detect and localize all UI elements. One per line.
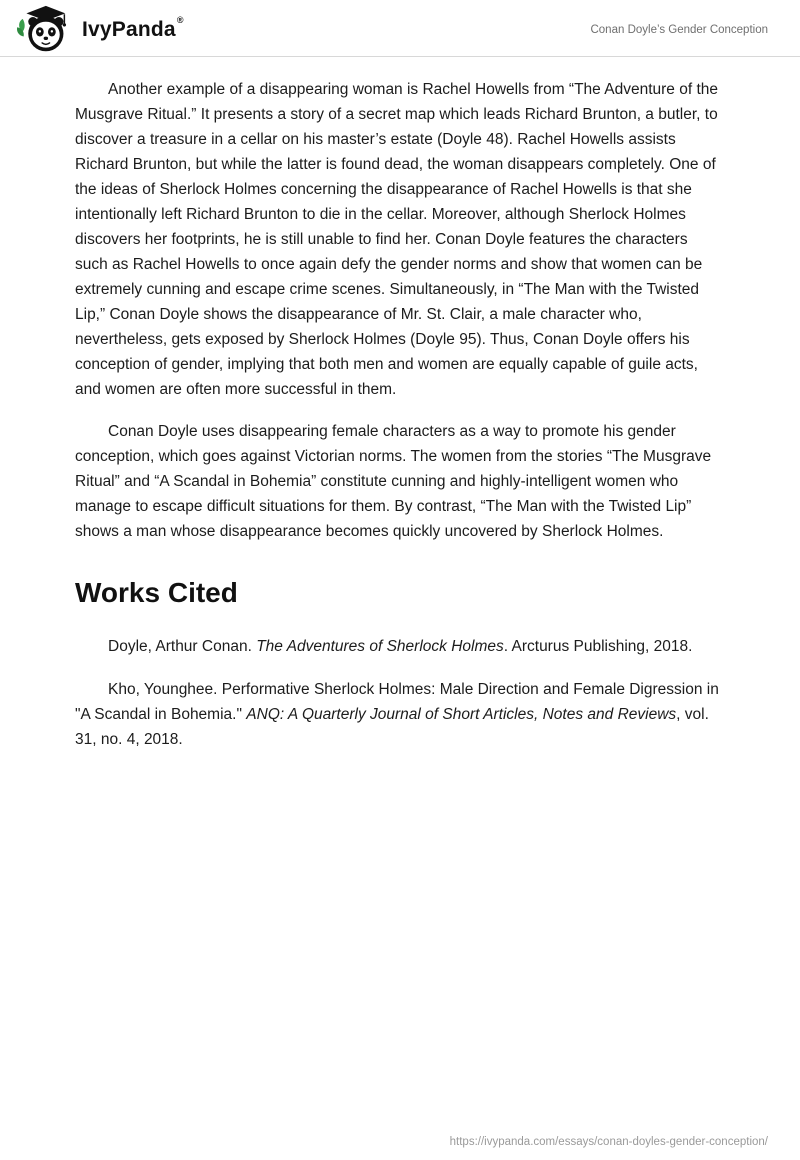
page-header — [0, 0, 800, 52]
citation-title-italic: The Adventures of Sherlock Holmes — [256, 638, 504, 655]
registered-mark: ® — [176, 14, 184, 25]
document-title: Conan Doyle’s Gender Conception — [590, 24, 768, 36]
works-cited-heading: Works Cited — [75, 577, 238, 608]
citation-entry — [75, 634, 724, 659]
citation-text: , vol. 31, no. 4, 2018. — [75, 706, 709, 748]
citation-entry — [75, 677, 724, 752]
essay-paragraph: Conan Doyle uses disappearing female characters as a way to promote his gender conception, which goes against Victorian norms. The women from the stories “The Musgrave Ritual” and “A Scandal in Bohemia” constitute cunning and highly-intelligent women who manage to escape difficult situations for them. By contrast, “The Man with the Twisted Lip” shows a man whose disappearance becomes quickly uncovered by Sherlock Holmes. — [75, 423, 712, 540]
citation-text: . Arcturus Publishing, 2018. — [503, 638, 693, 655]
source-url: https://ivypanda.com/essays/conan-doyles-gender-conception/ — [449, 1136, 768, 1148]
citation-title-italic: ANQ: A Quarterly Journal of Short Articles, Notes and Reviews — [246, 706, 677, 723]
essay-paragraph: Another example of a disappearing woman is Rachel Howells from “The Adventure of the Musgrave Ritual.” It presents a story of a secret map which leads Richard Brunton, a butler, to discover a treasure in a cellar on his master’s estate (Doyle 48). Rachel Howells assists Richard Brunton, but while the latter is found dead, the woman disappears completely. One of the ideas of Sherlock Holmes concerning the disappearance of Rachel Howells is that she intentionally left Richard Brunton to die in the cellar. Moreover, although Sherlock Holmes discovers her footprints, he is still unable to find her. Conan Doyle features the characters such as Rachel Howells to once again defy the gender norms and show that women can be extremely cunning and escape crime scenes. Simultaneously, in “The Man with the Twisted Lip,” Conan Doyle shows the disappearance of Mr. St. Clair, a male character who, nevertheless, gets exposed by Sherlock Holmes (Doyle 95). Thus, Conan Doyle offers his conception of gender, implying that both men and women are equally capable of guile acts, and women are often more successful in them. — [75, 81, 718, 398]
citation-text: Doyle, Arthur Conan. — [108, 638, 257, 655]
essay-content — [0, 57, 800, 752]
brand-name-text: IvyPanda — [82, 18, 176, 41]
ivypanda-logo-icon — [16, 5, 72, 55]
brand-block — [16, 5, 182, 55]
brand-name — [82, 14, 184, 42]
citation-text: Kho, Younghee. Performative Sherlock Holmes: Male Direction and Female Digression in "A Scandal in Bohemia." — [75, 681, 719, 723]
